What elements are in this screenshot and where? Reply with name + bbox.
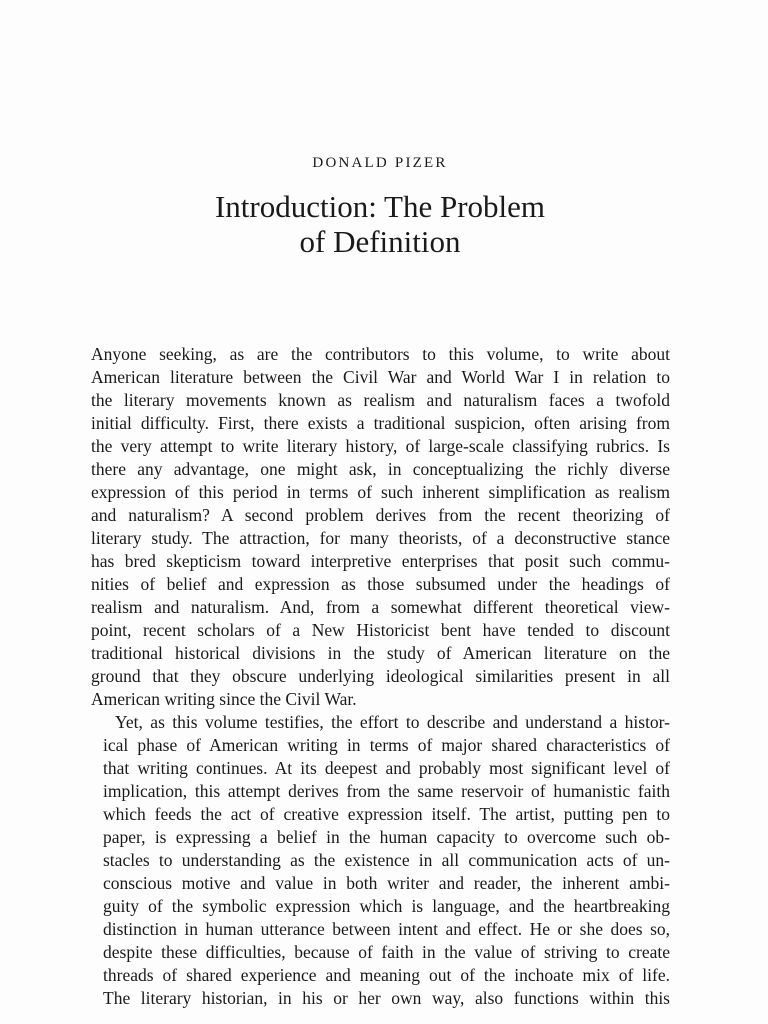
- text-line: The literary historian, in his or her own way, also functions within this: [103, 988, 670, 1008]
- text-line: guity of the symbolic expression which is language, and the heartbreaking: [103, 896, 670, 916]
- text-line: Yet, as this volume testifies, the effort to describe and understand a histor-: [115, 712, 670, 732]
- text-line: ground that they obscure underlying ideological similarities present in all: [91, 666, 670, 686]
- chapter-title: [0, 189, 760, 259]
- text-line: and naturalism? A second problem derives from the recent theorizing of: [91, 505, 670, 525]
- text-line: there any advantage, one might ask, in conceptualizing the richly diverse: [91, 459, 670, 479]
- chapter-title-line-2: of Definition: [299, 224, 461, 259]
- text-line: realism and naturalism. And, from a somewhat different theoretical view-: [91, 597, 670, 617]
- text-line: American writing since the Civil War.: [91, 689, 357, 709]
- text-line: traditional historical divisions in the study of American literature on the: [91, 643, 670, 663]
- text-line: the very attempt to write literary history, of large-scale classifying rubrics. Is: [91, 436, 670, 456]
- paragraph-1: [91, 343, 670, 711]
- text-line: which feeds the act of creative expression itself. The artist, putting pen to: [103, 804, 670, 824]
- text-line: conscious motive and value in both writer and reader, the inherent ambi-: [103, 873, 670, 893]
- body-text: [91, 343, 670, 1010]
- text-line: despite these difficulties, because of faith in the value of striving to create: [103, 942, 670, 962]
- text-line: stacles to understanding as the existence in all communication acts of un-: [103, 850, 670, 870]
- text-line: Anyone seeking, as are the contributors to this volume, to write about: [91, 344, 670, 364]
- text-line: the literary movements known as realism and naturalism faces a twofold: [91, 390, 670, 410]
- text-line: initial difficulty. First, there exists a traditional suspicion, often arising from: [91, 413, 670, 433]
- text-line: expression of this period in terms of such inherent simplification as realism: [91, 482, 670, 502]
- text-line: ical phase of American writing in terms of major shared characteristics of: [103, 735, 670, 755]
- text-line: that writing continues. At its deepest and probably most significant level of: [103, 758, 670, 778]
- paragraph-2: [91, 711, 670, 1010]
- author-name: DONALD PIZER: [312, 155, 448, 171]
- text-line: threads of shared experience and meaning out of the inchoate mix of life.: [103, 965, 670, 985]
- text-line: implication, this attempt derives from the same reservoir of humanistic faith: [103, 781, 670, 801]
- text-line: nities of belief and expression as those subsumed under the headings of: [91, 574, 670, 594]
- text-line: distinction in human utterance between intent and effect. He or she does so,: [103, 919, 670, 939]
- text-line: American literature between the Civil War and World War I in relation to: [91, 367, 670, 387]
- text-line: has bred skepticism toward interpretive enterprises that posit such commu-: [91, 551, 670, 571]
- text-line: paper, is expressing a belief in the human capacity to overcome such ob-: [103, 827, 670, 847]
- text-line: literary study. The attraction, for many theorists, of a deconstructive stance: [91, 528, 670, 548]
- text-line: point, recent scholars of a New Historicist bent have tended to discount: [91, 620, 670, 640]
- chapter-title-line-1: Introduction: The Problem: [214, 189, 546, 224]
